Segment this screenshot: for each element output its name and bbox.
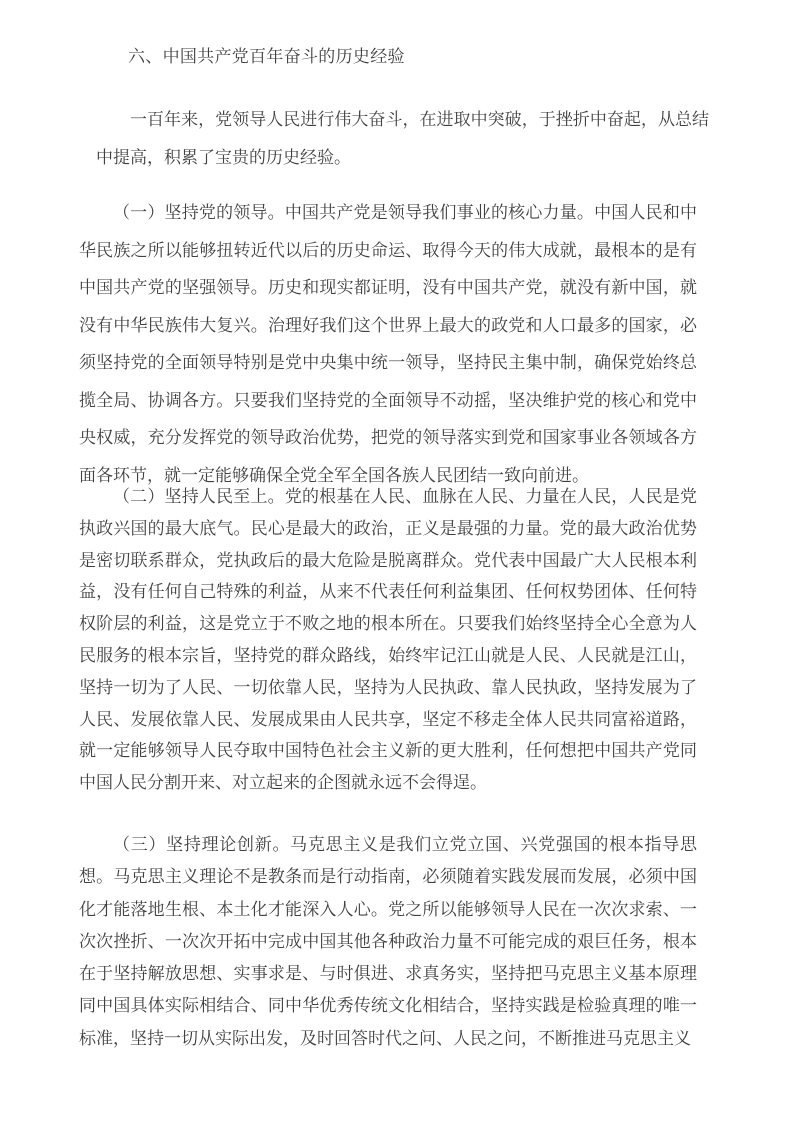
- paragraph-point-2: （二）坚持人民至上。党的根基在人民、血脉在人民、力量在人民，人民是党执政兴国的最大底气。民心是最大的政治，正义是最强的力量。党的最大政治优势是密切联系群众，党执政后的最大危险是脱离群众。党代表中国最广大人民根本利益，没有任何自己特殊的利益，从来不代表任何利益集团、任何权势团体、任何特权阶层的利益，这是党立于不败之地的根本所在。只要我们始终坚持全心全意为人民服务的根本宗旨，坚持党的群众路线，始终牢记江山就是人民、人民就是江山，坚持一切为了人民、一切依靠人民，坚持为人民执政、靠人民执政，坚持发展为了人民、发展依靠人民、发展成果由人民共享，坚定不移走全体人民共同富裕道路，就一定能够领导人民夺取中国特色社会主义新的更大胜利，任何想把中国共产党同中国人民分割开来、对立起来的企图就永远不会得逞。: [79, 487, 697, 793]
- section-heading: 六、中国共产党百年奋斗的历史经验: [128, 47, 405, 66]
- paragraph-point-1: （一）坚持党的领导。中国共产党是领导我们事业的核心力量。中国人民和中华民族之所以能够扭转近代以后的历史命运、取得今天的伟大成就，最根本的是有中国共产党的坚强领导。历史和现实都证明，没有中国共产党，就没有新中国，就没有中华民族伟大复兴。治理好我们这个世界上最大的政党和人口最多的国家，必须坚持党的全面领导特别是党中央集中统一领导，坚持民主集中制，确保党始终总揽全局、协调各方。只要我们坚持党的全面领导不动摇，坚决维护党的核心和党中央权威，充分发挥党的领导政治优势，把党的领导落实到党和国家事业各领域各方面各环节，就一定能够确保全党全军全国各族人民团结一致向前进。: [79, 203, 697, 485]
- paragraph-intro: 一百年来，党领导人民进行伟大奋斗，在进取中突破，于挫折中奋起，从总结中提高，积累了宝贵的历史经验。: [96, 110, 709, 167]
- paragraph-point-3: （三）坚持理论创新。马克思主义是我们立党立国、兴党强国的根本指导思想。马克思主义理论不是教条而是行动指南，必须随着实践发展而发展，必须中国化才能落地生根、本土化才能深入人心。党之所以能够领导人民在一次次求索、一次次挫折、一次次开拓中完成中国其他各种政治力量不可能完成的艰巨任务，根本在于坚持解放思想、实事求是、与时俱进、求真务实，坚持把马克思主义基本原理同中国具体实际相结合、同中华优秀传统文化相结合，坚持实践是检验真理的唯一标准，坚持一切从实际出发，及时回答时代之问、人民之问，不断推进马克思主义: [79, 835, 697, 1048]
